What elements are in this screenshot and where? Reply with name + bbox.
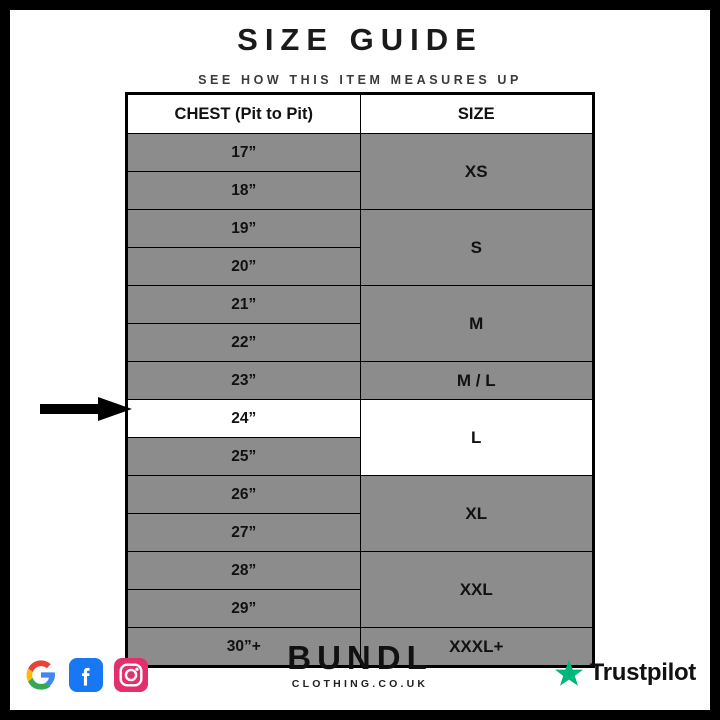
size-value-xxxl: XXXL+: [360, 628, 593, 666]
chest-value: 19”: [128, 210, 361, 248]
selected-row-arrow-icon: [40, 396, 132, 422]
size-table: [127, 94, 593, 666]
size-guide-card: [10, 10, 710, 710]
chest-value-selected: 24”: [128, 400, 361, 438]
column-header-size: SIZE: [360, 95, 593, 134]
chest-value: 27”: [128, 514, 361, 552]
brand-domain: CLOTHING.CO.UK: [291, 678, 429, 690]
chest-value: 22”: [128, 324, 361, 362]
chest-value: 25”: [128, 438, 361, 476]
chest-value: 29”: [128, 590, 361, 628]
chest-value: 20”: [128, 248, 361, 286]
trustpilot-label: Trustpilot: [589, 659, 696, 686]
column-header-chest: CHEST (Pit to Pit): [128, 95, 361, 134]
chest-value: 28”: [128, 552, 361, 590]
size-value-l: L: [360, 400, 593, 476]
table-row[interactable]: [128, 552, 593, 590]
size-value-s: S: [360, 210, 593, 286]
table-header-row: [128, 95, 593, 134]
chest-value: 23”: [128, 362, 361, 400]
size-value-xl: XL: [360, 476, 593, 552]
page-title: SIZE GUIDE: [237, 22, 483, 57]
size-value-xs: XS: [360, 134, 593, 210]
page-subtitle: SEE HOW THIS ITEM MEASURES UP: [198, 73, 522, 87]
table-row[interactable]: [128, 134, 593, 172]
chest-value: 17”: [128, 134, 361, 172]
size-value-xxl: XXL: [360, 552, 593, 628]
chest-value: 30”+: [128, 628, 361, 666]
chest-value: 18”: [128, 172, 361, 210]
table-row-selected[interactable]: [128, 400, 593, 438]
table-row[interactable]: [128, 286, 593, 324]
trustpilot-star-icon: [554, 658, 584, 688]
card-footer: [10, 634, 710, 696]
table-row[interactable]: [128, 362, 593, 400]
size-value-ml: M / L: [360, 362, 593, 400]
brand-name: BUNDL: [287, 639, 433, 677]
table-row[interactable]: [128, 210, 593, 248]
chest-value: 21”: [128, 286, 361, 324]
trustpilot-badge[interactable]: [554, 658, 696, 688]
size-value-m: M: [360, 286, 593, 362]
table-row[interactable]: [128, 476, 593, 514]
size-table-container: [125, 92, 595, 668]
chest-value: 26”: [128, 476, 361, 514]
